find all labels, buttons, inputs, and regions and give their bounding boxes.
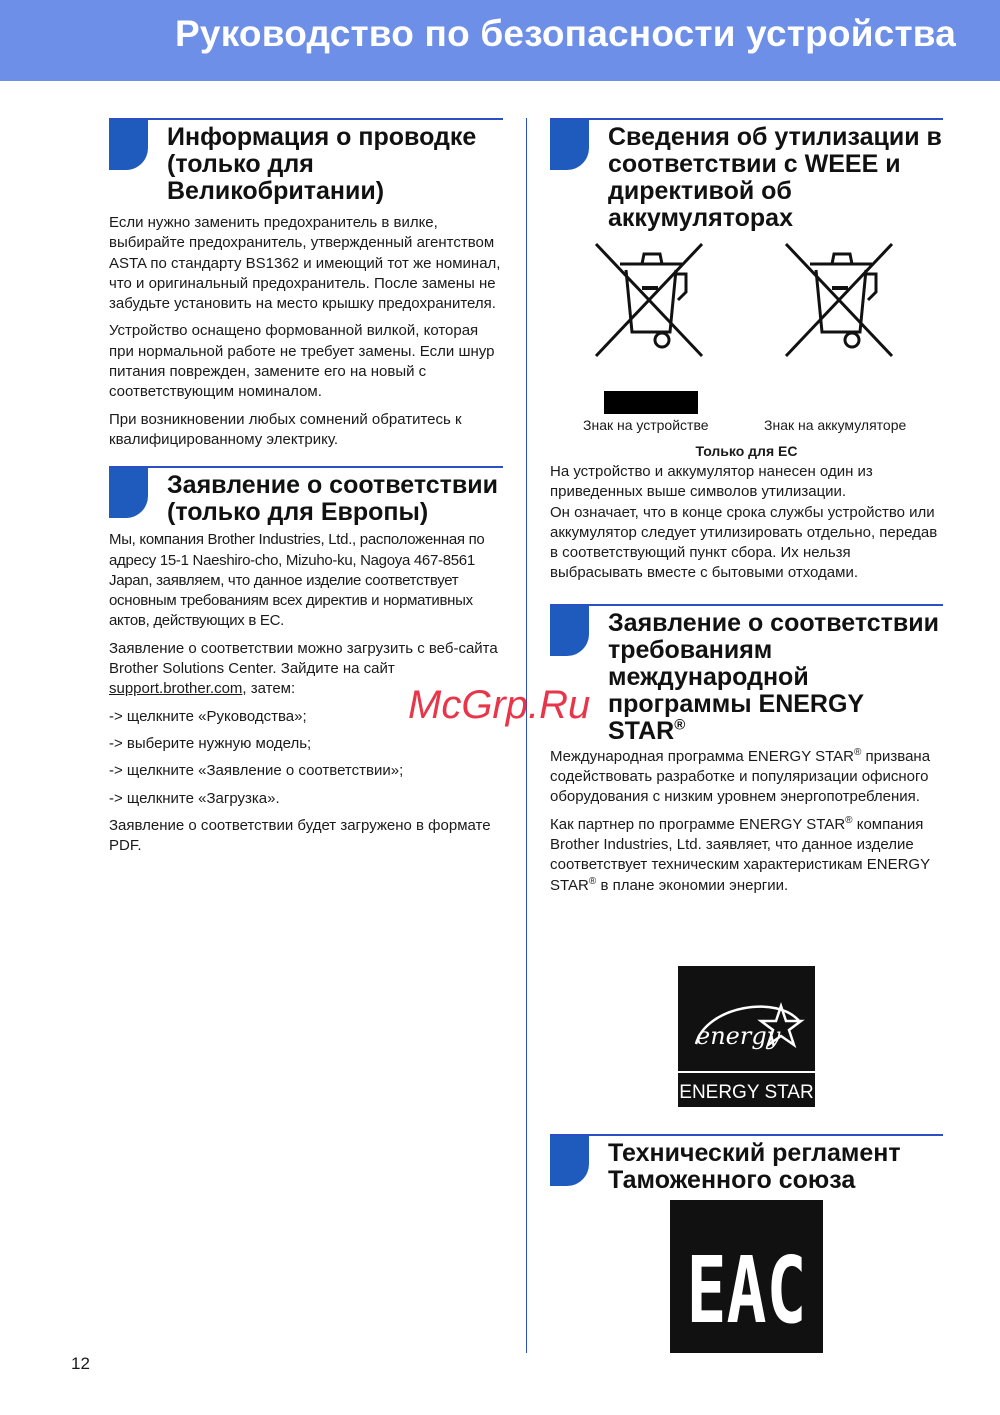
left-column — [109, 118, 503, 863]
energy-paragraph-2 — [550, 815, 943, 896]
section-header-weee — [550, 118, 943, 232]
energy-heading-text: Заявление о соответствии требованиям международной программы ENERGY STAR — [608, 608, 940, 745]
page-number: 12 — [71, 1354, 90, 1373]
energy-text: Международная программа ENERGY STAR — [550, 747, 855, 765]
declaration-step-2: -> выберите нужную модель; — [109, 734, 312, 752]
declaration-paragraph-3: Заявление о соответствии будет загружено в формате PDF. — [109, 816, 491, 855]
section-title-energy — [550, 606, 943, 745]
energy-star-label: ENERGY STAR — [679, 1082, 814, 1103]
declaration-text-end: , затем: — [242, 680, 296, 698]
declaration-step-1: -> щелкните «Руководства»; — [109, 707, 307, 725]
only-eu-label: Только для ЕС — [695, 443, 798, 459]
column-divider — [526, 118, 527, 1353]
energy-text: в плане экономии энергии. — [596, 876, 789, 894]
wiring-paragraph-1: Если нужно заменить предохранитель в вилке, выбирайте предохранитель, утвержденный агентством ASTA по стандарту BS1362 и имеющий тот же номинал, что и оригинальный предохранитель. После замены не забудьте установить на место крышку предохранителя. — [109, 214, 501, 313]
crossed-bin-battery-icon — [782, 240, 896, 360]
crossed-bin-device-icon — [592, 240, 706, 360]
registered-mark: ® — [854, 746, 862, 758]
energy-text: компания Brother Industries, Ltd. заявляет, что данное изделие соответствует техническим характеристикам ENERGY STAR — [550, 815, 930, 894]
declaration-paragraph-1: Мы, компания Brother Industries, Ltd., расположенная по адресу 15-1 Naeshiro-cho, Mizuho-ku, Nagoya 467-8561 Japan, заявляем, что данное изделие соответствует основным требованиям всех директив и нормативных актов, действующих в ЕС. — [109, 531, 485, 630]
section-title-customs: Технический регламент Таможенного союза — [608, 1139, 901, 1194]
section-tab — [109, 120, 148, 170]
weee-paragraph-1: На устройство и аккумулятор нанесен один из приведенных выше символов утилизации. — [550, 463, 873, 501]
section-tab — [550, 120, 589, 170]
support-link[interactable]: support.brother.com — [109, 680, 243, 698]
recycling-symbols — [550, 240, 943, 440]
caption-device: Знак на устройстве — [583, 417, 709, 433]
wiring-paragraph-3: При возникновении любых сомнений обратитесь к квалифицированному электрику. — [109, 410, 462, 448]
section-header-energy — [550, 604, 943, 745]
declaration-step-4: -> щелкните «Загрузка». — [109, 789, 280, 807]
section-header-customs — [550, 1134, 943, 1194]
declaration-step-3: -> щелкните «Заявление о соответствии»; — [109, 762, 404, 780]
section-title-weee: Сведения об утилизации в соответствии с WEEE и директивой об аккумуляторах — [608, 123, 942, 232]
energy-paragraph-1 — [550, 747, 943, 808]
energy-star-logo — [678, 966, 815, 1107]
declaration-text: Заявление о соответствии можно загрузить с веб-сайта Brother Solutions Center. Зайдите на сайт — [109, 639, 498, 678]
registered-mark: ® — [674, 716, 686, 734]
section-title-wiring: Информация о проводке (только для Великобритании) — [167, 123, 477, 205]
energy-text: Как партнер по программе ENERGY STAR — [550, 815, 846, 833]
section-title-declaration: Заявление о соответствии (только для Европы) — [167, 471, 499, 527]
section-header-wiring — [109, 118, 503, 205]
eac-logo — [670, 1200, 823, 1353]
section-header-declaration — [109, 466, 503, 526]
caption-battery: Знак на аккумуляторе — [764, 417, 907, 433]
customs-section — [550, 1134, 943, 1202]
black-bar-marker — [604, 391, 698, 414]
registered-mark: ® — [588, 875, 597, 887]
energy-text: призвана содействовать разработке и популяризации офисного оборудования с низким уровнем энергопотребления. — [550, 747, 931, 806]
section-tab — [109, 468, 148, 518]
eac-mark-text: EAC — [686, 1237, 807, 1344]
section-tab — [550, 1136, 589, 1186]
page-title: Руководство по безопасности устройства — [175, 13, 956, 54]
weee-paragraph-2: Он означает, что в конце срока службы устройство или аккумулятор следует утилизировать отдельно, передав в соответствующий пункт сбора. Их нельзя выбрасывать вместе с бытовыми отходами. — [550, 503, 938, 582]
wiring-paragraph-2: Устройство оснащено формованной вилкой, которая при нормальной работе не требует замены. Если шнур питания поврежден, замените его на новый с соответствующим номиналом. — [109, 322, 495, 401]
energy-script-text: energy — [696, 1022, 781, 1050]
section-tab — [550, 606, 589, 656]
right-column — [550, 118, 943, 903]
header-banner — [0, 0, 1000, 81]
registered-mark: ® — [845, 814, 853, 826]
watermark: McGrp.Ru — [408, 683, 591, 727]
